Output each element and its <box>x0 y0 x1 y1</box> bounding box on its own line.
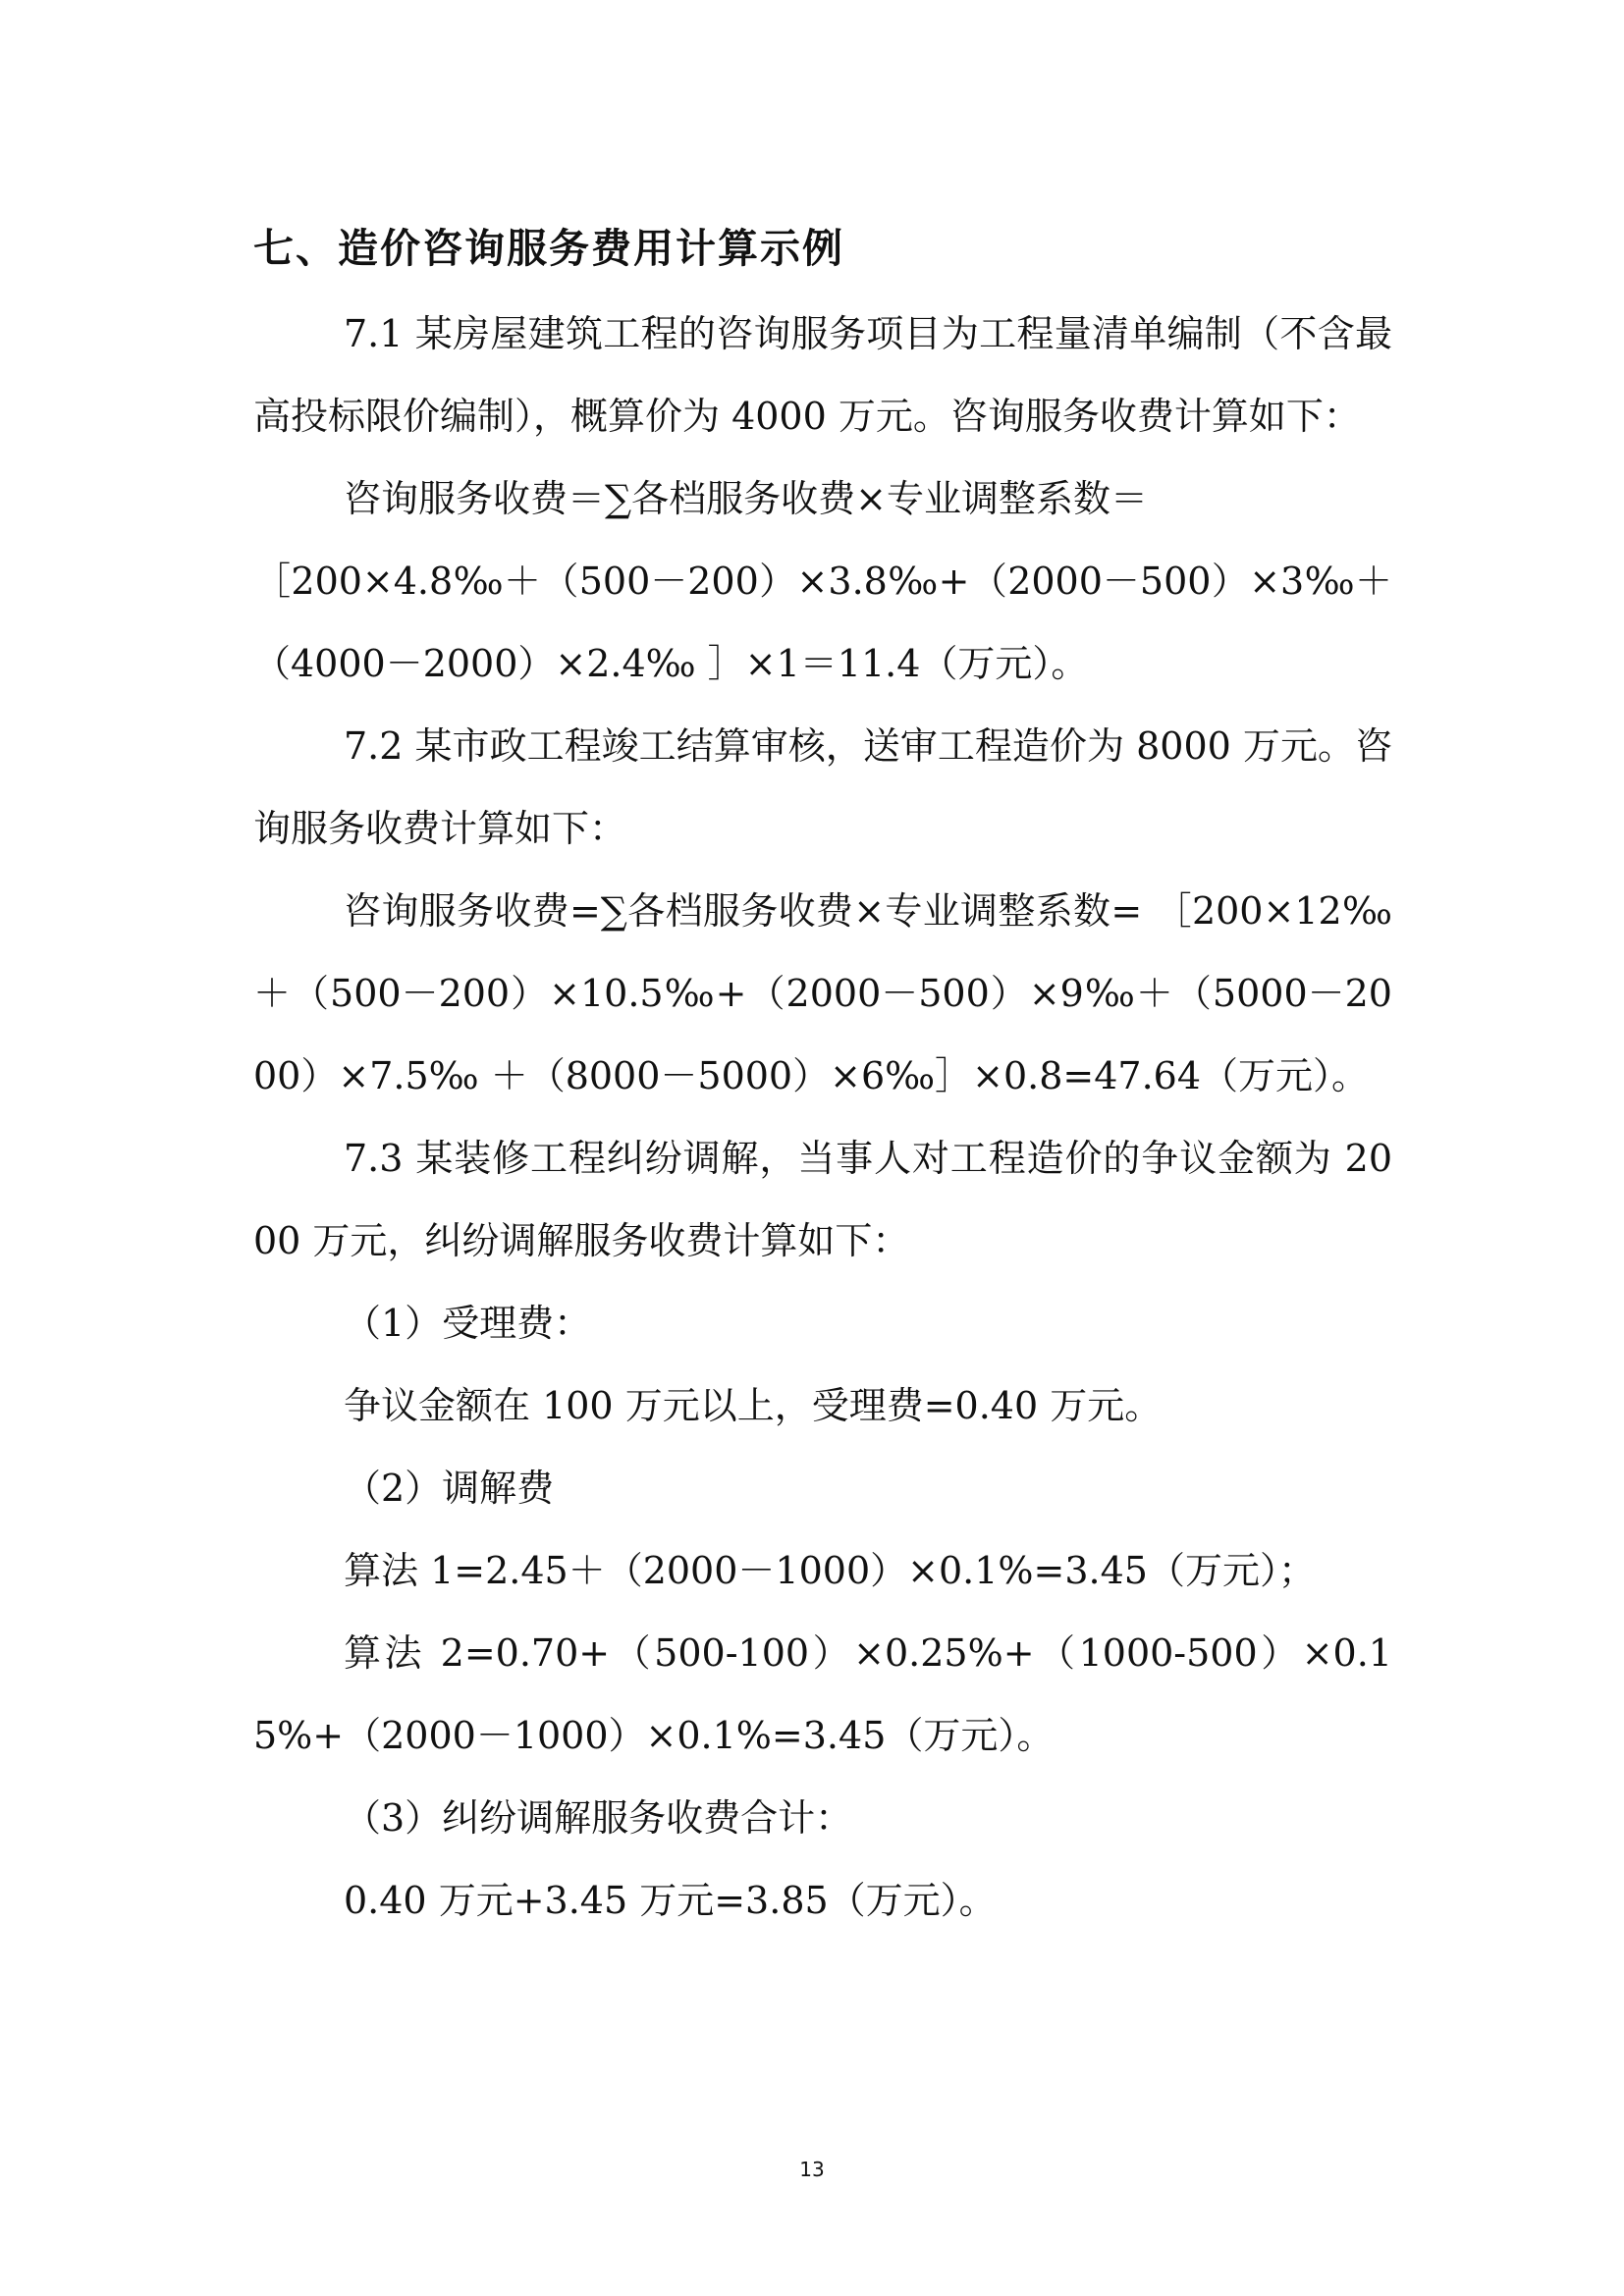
paragraph-total: 0.40 万元+3.45 万元=3.85（万元）。 <box>344 1879 997 1922</box>
paragraph-formula-7-2: 咨询服务收费=∑各档服务收费×专业调整系数= ［200×12‰＋（500－200）×10.5‰+（2000－500）×9‰＋（5000－2000）×7.5‰ ＋（8000－5000）×6‰］×0.8=47.64（万元）。 <box>253 889 1392 1097</box>
paragraph-formula-7-1: ［200×4.8‰＋（500－200）×3.8‰+（2000－500）×3‰＋（4000－2000）×2.4‰ ］×1＝11.4（万元）。 <box>253 560 1392 685</box>
section-heading: 七、造价咨询服务费用计算示例 <box>253 225 844 272</box>
paragraph-total-heading: （3）纠纷调解服务收费合计： <box>344 1796 853 1840</box>
paragraph-acceptance-fee-heading: （1）受理费： <box>344 1302 592 1345</box>
document-body <box>253 293 1392 1942</box>
paragraph-acceptance-fee: 争议金额在 100 万元以上，受理费=0.40 万元。 <box>344 1384 1163 1427</box>
paragraph-example-7-3: 7.3 某装修工程纠纷调解，当事人对工程造价的争议金额为 2000 万元，纠纷调解服务收费计算如下： <box>253 1137 1392 1262</box>
paragraph-method-1: 算法 1=2.45＋（2000－1000）×0.1%=3.45（万元）； <box>344 1549 1316 1592</box>
paragraph-example-7-1: 7.1 某房屋建筑工程的咨询服务项目为工程量清单编制（不含最高投标限价编制），概算价为 4000 万元。咨询服务收费计算如下： <box>253 312 1392 438</box>
page-number: 13 <box>799 2158 825 2181</box>
paragraph-method-2: 算法 2=0.70+（500-100）×0.25%+（1000-500）×0.15%+（2000－1000）×0.1%=3.45（万元）。 <box>253 1631 1392 1757</box>
paragraph-formula-intro-7-1: 咨询服务收费＝∑各档服务收费×专业调整系数＝ <box>344 477 1148 520</box>
document-page <box>253 0 1392 2296</box>
paragraph-mediation-fee-heading: （2）调解费 <box>344 1467 555 1510</box>
paragraph-example-7-2: 7.2 某市政工程竣工结算审核，送审工程造价为 8000 万元。咨询服务收费计算如下： <box>253 724 1392 850</box>
